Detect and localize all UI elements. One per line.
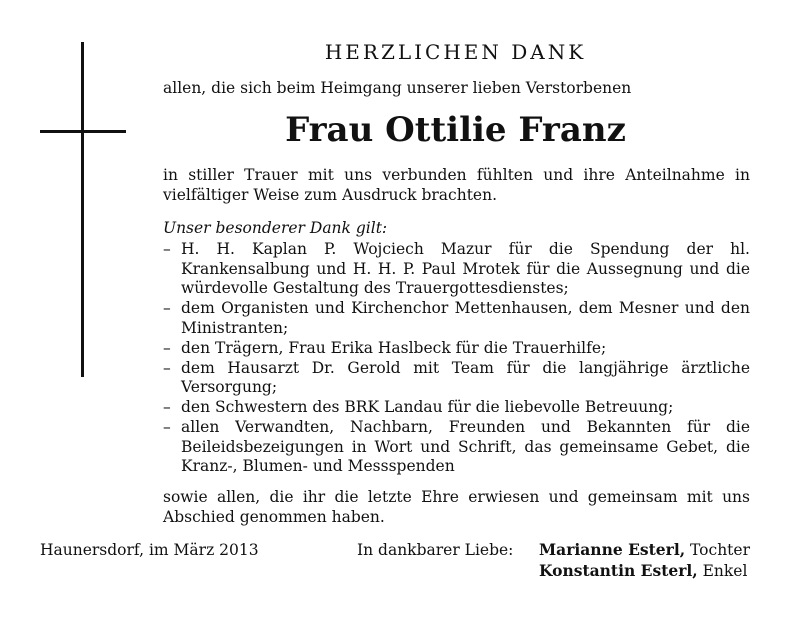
intro-line: allen, die sich beim Heimgang unserer lieben Verstorbenen [163,79,632,97]
list-item-text: dem Hausarzt Dr. Gerold mit Team für die langjährige ärztliche Versorgung; [181,358,750,396]
dash-marker: – [163,398,171,416]
dash-marker: – [163,338,171,357]
list-item [163,359,750,398]
signer-relation: Enkel [702,562,748,580]
list-item [163,418,750,477]
cross-icon [81,42,84,377]
notice-heading: HERZLICHEN DANK [324,40,587,64]
list-item [163,398,750,418]
thanks-paragraph: in stiller Trauer mit uns verbunden fühlten und ihre Anteilnahme in vielfältiger Weise zum Ausdruck brachten. [163,166,750,204]
list-item [163,339,750,359]
place-date: Haunersdorf, im März 2013 [40,541,259,559]
signer-name: Konstantin Esterl, [539,561,698,580]
special-thanks-heading: Unser besonderer Dank gilt: [163,219,388,237]
signoff-intro: In dankbarer Liebe: [357,541,514,559]
list-item [163,240,750,299]
deceased-name: Frau Ottilie Franz [285,110,626,150]
list-item-text: den Schwestern des BRK Landau für die liebevolle Betreuung; [181,398,674,416]
dash-marker: – [163,358,171,377]
signer [539,561,747,581]
dash-marker: – [163,240,171,258]
list-item-text: H. H. Kaplan P. Wojciech Mazur für die Spendung der hl. Krankensalbung und H. H. P. Paul Mrotek für die Aussegnung und die würdevolle Gestaltung des Trauergottesdienstes; [181,240,750,297]
list-item [163,299,750,338]
cross-icon-crossbar [40,130,126,133]
closing-paragraph: sowie allen, die ihr die letzte Ehre erwiesen und gemeinsam mit uns Abschied genommen haben. [163,488,750,526]
signer-name: Marianne Esterl, [539,540,686,559]
dash-marker: – [163,418,171,436]
list-item-text: den Trägern, Frau Erika Haslbeck für die Trauerhilfe; [181,338,607,357]
dash-marker: – [163,299,171,317]
special-thanks-list [163,240,750,477]
list-item-text: dem Organisten und Kirchenchor Mettenhausen, dem Mesner und den Ministranten; [181,299,750,337]
signer [539,540,750,560]
signer-relation: Tochter [690,541,750,559]
list-item-text: allen Verwandten, Nachbarn, Freunden und Bekannten für die Beileidsbezeigungen in Wort und Schrift, das gemeinsame Gebet, die Kranz-, Blumen- und Messspenden [181,418,750,475]
